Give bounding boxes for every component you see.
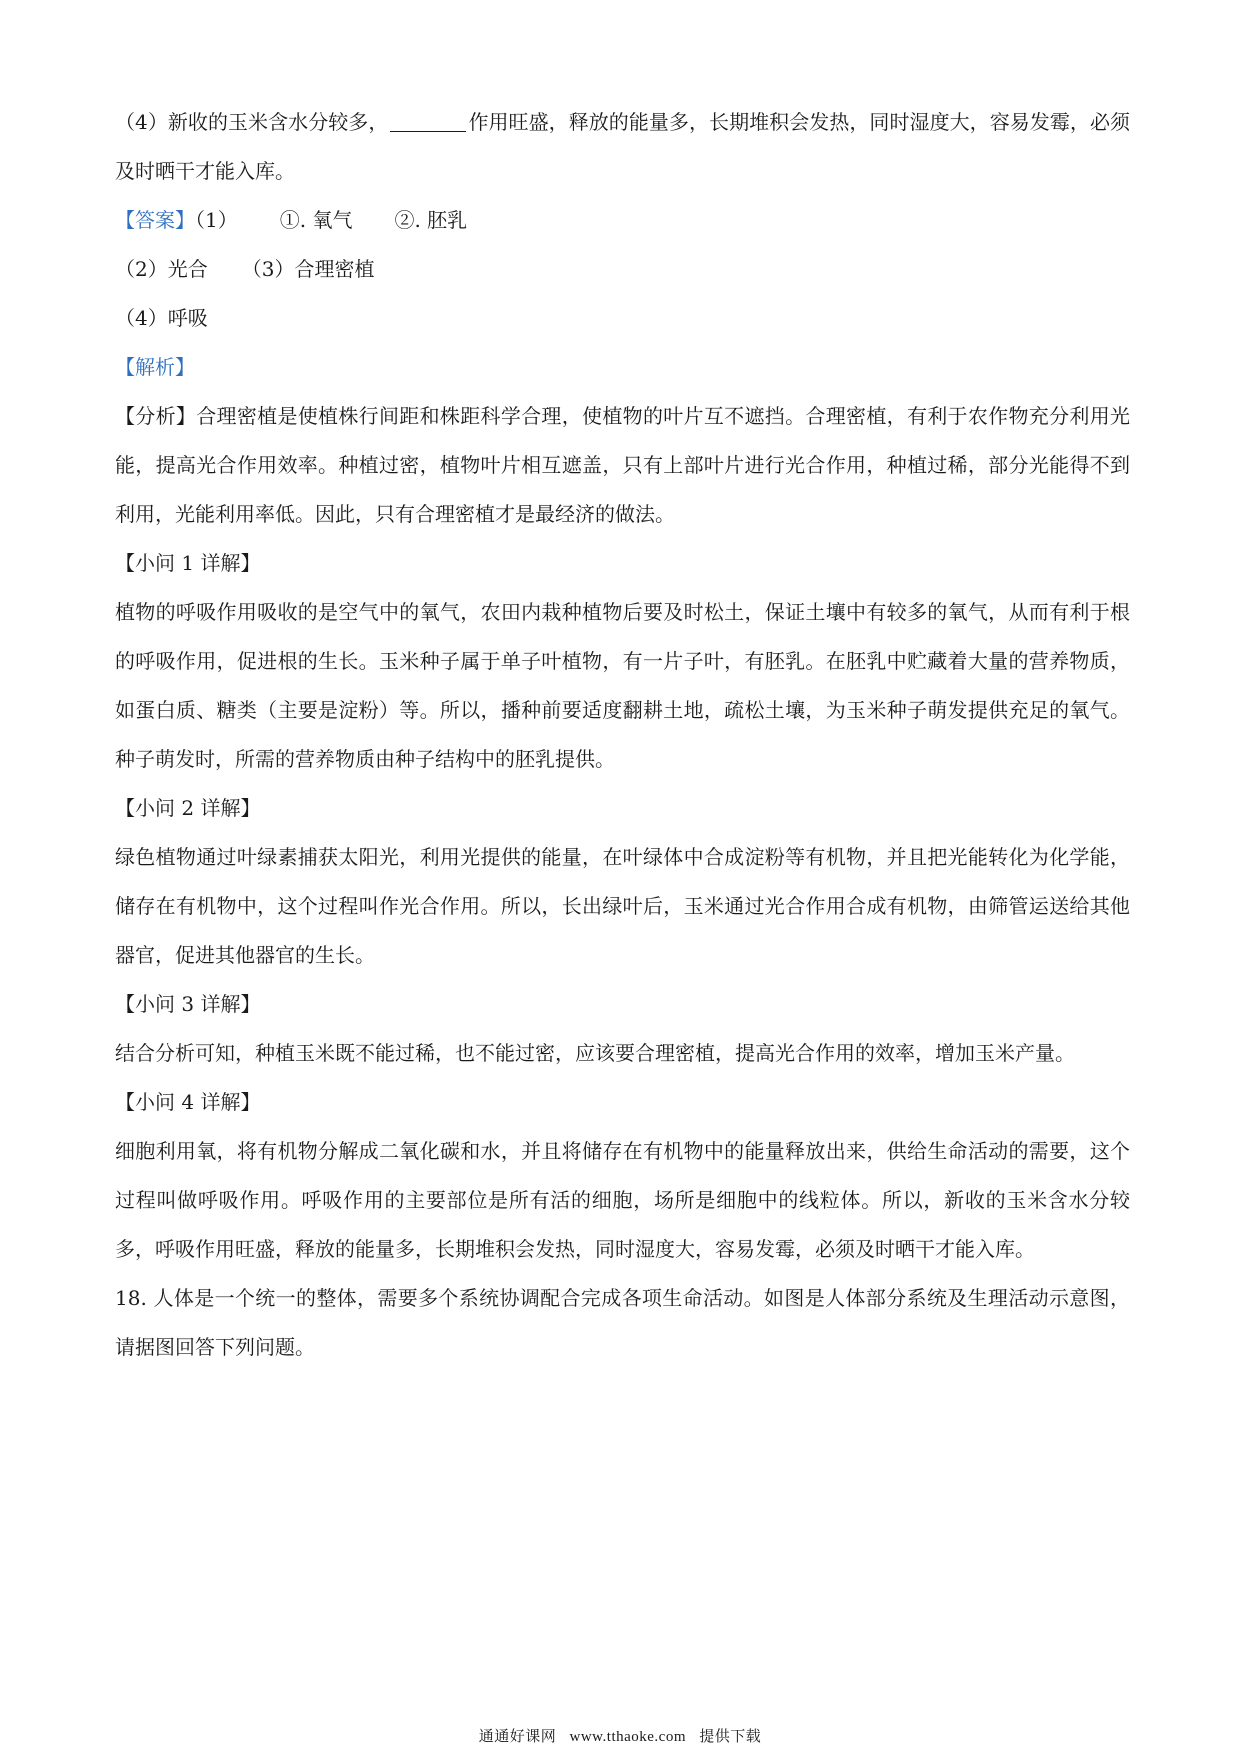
q4-suffix: 作用旺盛，释放的能量多，长期堆积会发热，同时湿度大，容易发霉，必须及时晒干才能入库。 (115, 110, 1130, 183)
answer-part1-prefix: （1） (195, 208, 238, 232)
sub1-body: 植物的呼吸作用吸收的是空气中的氧气，农田内栽种植物后要及时松土，保证土壤中有较多的氧气，从而有利于根的呼吸作用，促进根的生长。玉米种子属于单子叶植物，有一片子叶，有胚乳。在胚乳中贮藏着大量的营养物质，如蛋白质、糖类（主要是淀粉）等。所以，播种前要适度翻耕土地，疏松土壤，为玉米种子萌发提供充足的氧气。种子萌发时，所需的营养物质由种子结构中的胚乳提供。 (115, 600, 1130, 771)
sub1-title: 【小问 1 详解】 (115, 551, 261, 575)
answer-item-1: ①. 氧气 (279, 208, 353, 232)
sub2-body: 绿色植物通过叶绿素捕获太阳光，利用光提供的能量，在叶绿体中合成淀粉等有机物，并且把光能转化为化学能，储存在有机物中，这个过程叫作光合作用。所以，长出绿叶后，玉米通过光合作用合成有机物，由筛管运送给其他器官，促进其他器官的生长。 (115, 845, 1130, 967)
page-footer (0, 1725, 1240, 1746)
q4-prefix: （4）新收的玉米含水分较多， (115, 110, 389, 134)
answer-line-2 (115, 245, 1130, 294)
footer-site-name: 通通好课网 (478, 1727, 557, 1745)
answer-part4: （4）呼吸 (115, 306, 208, 330)
answer-item-2: ②. 胚乳 (394, 208, 468, 232)
answer-line-3 (115, 294, 1130, 343)
sub2-title: 【小问 2 详解】 (115, 796, 261, 820)
question-4-line (115, 98, 1130, 196)
footer-suffix: 提供下载 (699, 1727, 762, 1745)
fill-blank (390, 111, 466, 132)
sub3-body: 结合分析可知，种植玉米既不能过稀，也不能过密，应该要合理密植，提高光合作用的效率，增加玉米产量。 (115, 1041, 1075, 1065)
answer-part3: （3）合理密植 (241, 257, 375, 281)
sub4-title: 【小问 4 详解】 (115, 1090, 261, 1114)
sub4-body: 细胞利用氧，将有机物分解成二氧化碳和水，并且将储存在有机物中的能量释放出来，供给生命活动的需要，这个过程叫做呼吸作用。呼吸作用的主要部位是所有活的细胞，场所是细胞中的线粒体。所以，新收的玉米含水分较多，呼吸作用旺盛，释放的能量多，长期堆积会发热，同时湿度大，容易发霉，必须及时晒干才能入库。 (115, 1139, 1130, 1261)
sub3-title: 【小问 3 详解】 (115, 992, 261, 1016)
document-content (115, 98, 1130, 1372)
analysis-label: 【解析】 (115, 355, 195, 379)
analysis-paragraph: 【分析】合理密植是使植株行间距和株距科学合理，使植物的叶片互不遮挡。合理密植，有利于农作物充分利用光能，提高光合作用效率。种植过密，植物叶片相互遮盖，只有上部叶片进行光合作用，种植过稀，部分光能得不到利用，光能利用率低。因此，只有合理密植才是最经济的做法。 (115, 404, 1130, 526)
footer-url-link[interactable]: www.tthaoke.com (569, 1729, 686, 1745)
answer-line-1 (115, 196, 1130, 245)
question-18: 18. 人体是一个统一的整体，需要多个系统协调配合完成各项生命活动。如图是人体部分系统及生理活动示意图，请据图回答下列问题。 (115, 1286, 1130, 1359)
answer-label: 【答案】 (115, 208, 195, 232)
answer-part2: （2）光合 (115, 257, 208, 281)
